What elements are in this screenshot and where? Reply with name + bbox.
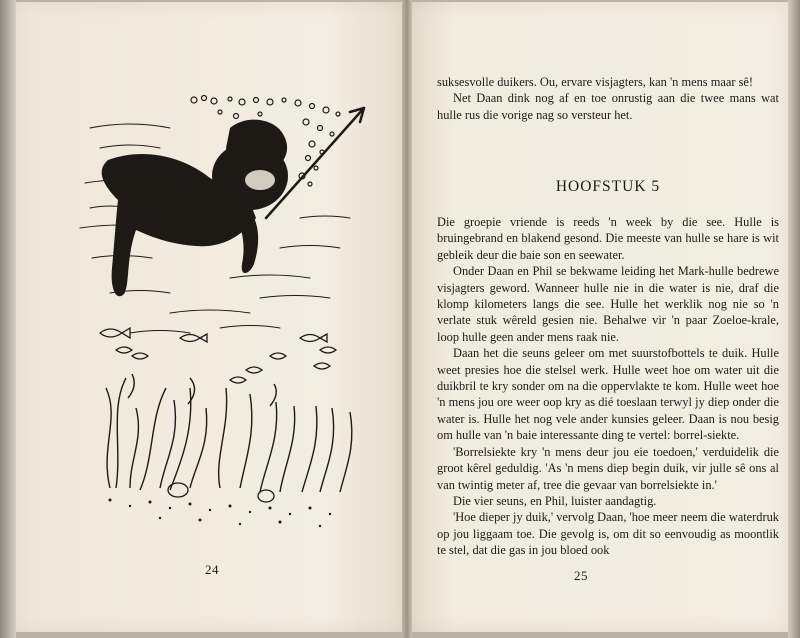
- continued-text: [437, 74, 779, 123]
- seabed: [109, 499, 332, 528]
- diver: [102, 120, 288, 297]
- paragraph: Net Daan dink nog af en toe onrustig aan die twee mans wat hulle rus die vorige nag so versteur het.: [437, 91, 779, 122]
- page-number-left: 24: [205, 562, 219, 577]
- paragraph: Daan het die seuns geleer om met suurstofbottels te duik. Hulle weet presies hoe die stelsel werk. Hulle weet hoe om water uit die duikbril te kry sonder om na die oppervlakte te kom. Hulle weet hoe 'n mens jou ore weer oop kry as dié toeslaan terwyl jy diep onder die water is. Hulle het nog vele ander kunsies geleer. Daan is nou besig om hulle van 'n baie interessante ding te vertel: borrel-siekte.: [437, 346, 779, 443]
- paragraph: Onder Daan en Phil se bekwame leiding het Mark-hulle bedrewe visjagters geword. Wanneer hulle nie in die water is nie, draf die klomp kilometers langs die see. Hulle het werklik nog nie so 'n verlate stuk wêreld gesien nie. Behalwe vir 'n paar Zoeloe-krale, loop hulle geen ander mens raak nie.: [437, 264, 779, 344]
- book-gutter: [402, 0, 412, 638]
- chapter-body: [437, 214, 779, 559]
- left-book-edge: [0, 0, 16, 638]
- chapter-title: HOOFSTUK 5: [555, 178, 661, 195]
- right-book-edge: [788, 0, 800, 638]
- paragraph: Die groepie vriende is reeds 'n week by die see. Hulle is bruingebrand en blakend gesond. Die meeste van hulle se hare is wit gebleik deur die baie son en seewater.: [437, 215, 779, 262]
- paragraph: suksesvolle duikers. Ou, ervare visjagters, kan 'n mens maar sê!: [437, 75, 754, 89]
- page-number-right: 25: [574, 568, 588, 583]
- seaweed: [106, 374, 352, 492]
- paragraph: Die vier seuns, en Phil, luister aandagtig.: [453, 493, 657, 508]
- diver-illustration: [70, 88, 390, 538]
- paragraph: 'Borrelsiekte kry 'n mens deur jou eie toedoen,' verduidelik die groot kêrel geduldig. 'As 'n mens diep begin duik, vir julle sê ons al van twintig meter af, tree die gevaar van borrelsiekte in.': [437, 444, 779, 492]
- fish-school: [100, 328, 336, 383]
- paragraph: 'Hoe dieper jy duik,' vervolg Daan, 'hoe meer neem die waterdruk op jou liggaam toe. Die gevolg is, om dit so eenvoudig as moontlik te stel, dat die gas in jou bloed ook: [437, 510, 779, 558]
